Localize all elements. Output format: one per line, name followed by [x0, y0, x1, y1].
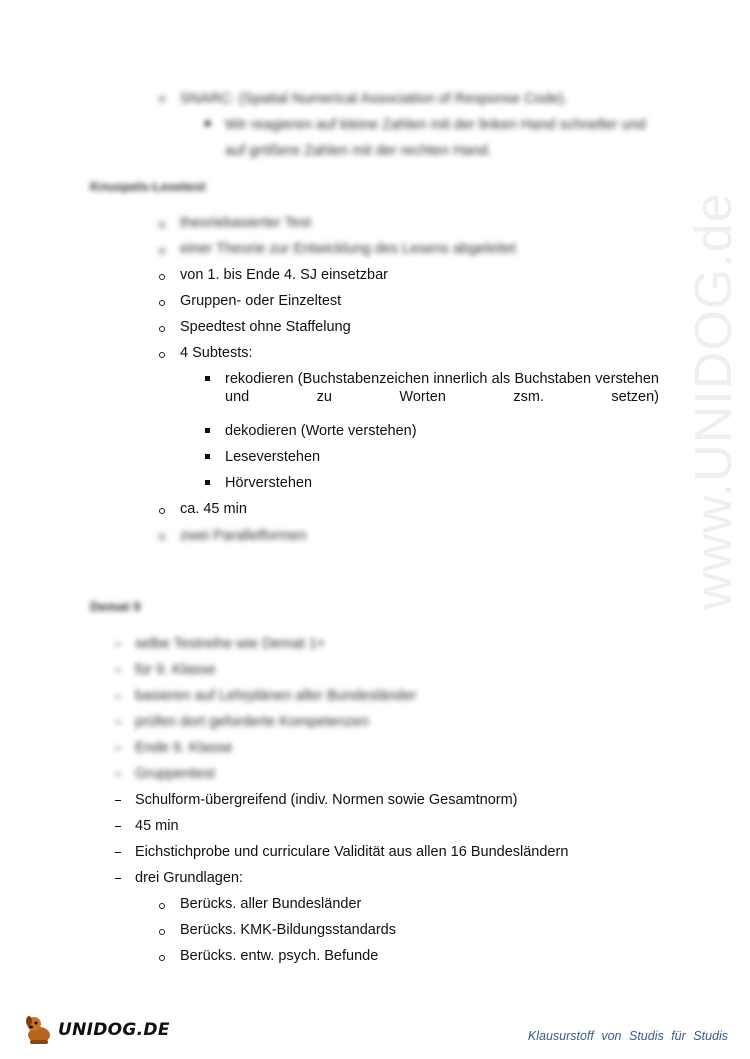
square-bullet-icon — [205, 480, 210, 485]
square-bullet-icon — [205, 121, 210, 126]
dash-bullet-icon — [115, 800, 121, 801]
list-item: Berücks. entw. psych. Befunde — [180, 948, 379, 964]
dash-bullet-icon — [115, 748, 121, 749]
list-item: prüfen dort geforderte Kompetenzen — [135, 714, 369, 730]
dash-bullet-icon — [115, 644, 121, 645]
dog-mascot-icon — [22, 1011, 58, 1047]
list-item: Gruppentest — [135, 766, 215, 782]
list-item: für 9. Klasse — [135, 662, 216, 678]
circle-bullet-icon — [159, 96, 165, 102]
list-item: drei Grundlagen: — [135, 870, 244, 886]
list-item: Hörverstehen — [225, 475, 313, 491]
list-item: Leseverstehen — [225, 449, 321, 465]
dash-bullet-icon — [115, 696, 121, 697]
dash-bullet-icon — [115, 852, 121, 853]
demat-heading: Demat 9 — [90, 599, 141, 614]
square-bullet-icon — [205, 454, 210, 459]
unidog-logo[interactable] — [22, 1011, 170, 1047]
circle-bullet-icon — [159, 508, 165, 514]
list-item: Berücks. KMK-Bildungsstandards — [180, 922, 396, 938]
snarc-item: SNARC: (Spatial Numerical Association of Response Code). — [180, 91, 568, 107]
dash-bullet-icon — [115, 774, 121, 775]
snarc-sub-line-1: Wir reagieren auf kleine Zahlen mit der linken Hand schneller und — [225, 117, 646, 133]
logo-text: UNIDOG.DE — [58, 1020, 170, 1040]
list-item: theoriebasierter Test — [180, 215, 312, 231]
dash-bullet-icon — [115, 670, 121, 671]
circle-bullet-icon — [159, 929, 165, 935]
list-item: dekodieren (Worte verstehen) — [225, 423, 417, 439]
list-item: von 1. bis Ende 4. SJ einsetzbar — [180, 267, 388, 283]
circle-bullet-icon — [159, 352, 165, 358]
square-bullet-icon — [205, 376, 210, 381]
knuspels-heading: Knuspels-Lesetest — [90, 179, 206, 194]
list-item: 45 min — [135, 818, 179, 834]
dash-bullet-icon — [115, 826, 121, 827]
list-item: einer Theorie zur Entwicklung des Lesens abgeleitet — [180, 241, 516, 257]
footer-tagline: Klausurstoff von Studis für Studis — [527, 1029, 728, 1043]
circle-bullet-icon — [159, 955, 165, 961]
circle-bullet-icon — [159, 222, 165, 228]
list-item: Schulform-übergreifend (indiv. Normen sowie Gesamtnorm) — [135, 792, 518, 808]
circle-bullet-icon — [159, 903, 165, 909]
list-item: zwei Parallelformen — [180, 528, 307, 544]
list-item: Berücks. aller Bundesländer — [180, 896, 362, 912]
list-item: Gruppen- oder Einzeltest — [180, 293, 342, 309]
dash-bullet-icon — [115, 878, 121, 879]
list-item: Eichstichprobe und curriculare Validität aus allen 16 Bundesländern — [135, 844, 569, 860]
list-item: selbe Testreihe wie Demat 1+ — [135, 636, 326, 652]
list-item: Ende 9. Klasse — [135, 740, 233, 756]
list-item: ca. 45 min — [180, 501, 247, 517]
circle-bullet-icon — [159, 248, 165, 254]
circle-bullet-icon — [159, 534, 165, 540]
list-item: rekodieren (Buchstabenzeichen innerlich als Buchstaben verstehen und zu Worten zsm. setzen) — [225, 371, 659, 405]
square-bullet-icon — [205, 428, 210, 433]
list-item: 4 Subtests: — [180, 345, 253, 361]
list-item: Speedtest ohne Staffelung — [180, 319, 351, 335]
circle-bullet-icon — [159, 326, 165, 332]
circle-bullet-icon — [159, 300, 165, 306]
list-item: basieren auf Lehrplänen aller Bundesländer — [135, 688, 417, 704]
snarc-sub-line-2: auf größere Zahlen mit der rechten Hand. — [225, 143, 492, 159]
dash-bullet-icon — [115, 722, 121, 723]
circle-bullet-icon — [159, 274, 165, 280]
watermark: www.UNIDOG.de — [685, 192, 743, 610]
